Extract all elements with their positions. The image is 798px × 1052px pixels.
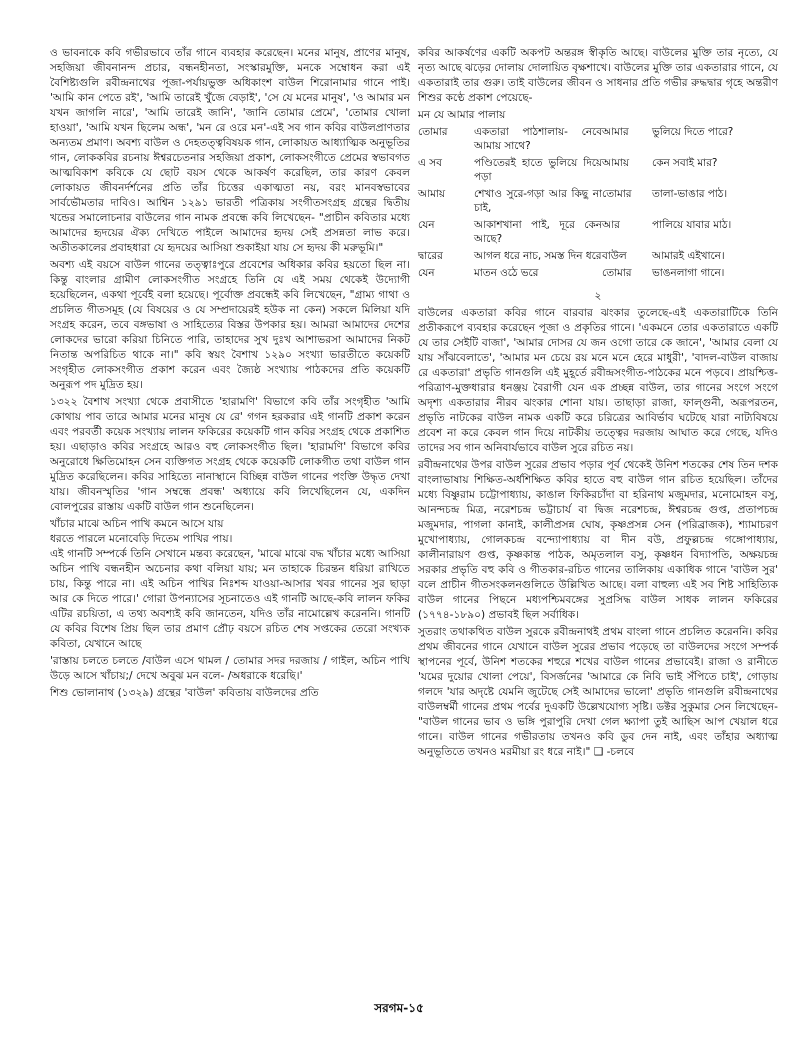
paragraph: ও ভাবনাকে কবি গভীরভাবে তাঁর গানে ব্যবহার করেছেন। মনের মানুষ, প্রাণের মানুষ, সহজিয়া জীবনানন্দ প্রচার, বন্ধনহীনতা, সংস্কারমুক্তি, মনকে সম্বোধন করা এই বৈশিষ্ট্যগুলি রবীন্দ্রনাথের পূজা-পর্যায়ভুক্ত অধিকাংশ বাউল শিরোনামার গানে পাই। 'আমি কান পেতে রই', 'আমি তারেই খুঁজে বেড়াই', 'সে যে মনের মানুষ', 'ও আমার মন যখন জাগলি নারে', 'আমি তারেই জানি', 'জানি তোমার প্রেমে', 'তোমার খোলা হাওয়া', 'আমি যখন ছিলেম অন্ধ', 'মন রে ওরে মন'-এই সব গান কবির বাউলপ্রাণতার অন্যতম প্রমাণ। অবশ্য বাউল ও দেহতত্ত্ববিষয়ক গান, লোকায়ত আধ্যাত্মিক অনুভূতির গান, লোককবির রচনায় ঈশ্বরচেতনার সহজিয়া প্রকাশ, লোকসংগীতে প্রেমের স্বভাবগত আত্মবিকাশ কবিকে যে ছোট বয়স থেকে আকর্ষণ করেছিল, তার কারণ কেবল লোকায়ত জীবনর্দর্শনের প্রতি তাঁর চিত্তের একাত্মতা নয়, বরং মানবস্বভাবের সার্বভৌমতার দাবিও। আশ্বিন ১২৯১ ভারতী পত্রিকায় সংগীতসংগ্রহ গ্রন্থের দ্বিতীয় খন্ডের সমালোচনার বাউলের গান নামক প্রবন্ধে কবি লিখেছেন- "প্রাচীন কবিতার মধ্যে আমাদের হৃদয়ের ঐক্য দেখিতে পাইলে আমাদের হৃদয় সেই প্রসন্নতা লাভ করে। অতীতকালের প্রবাহধারা যে হৃদয়ের আসিয়া শুকাইয়া যায় সে হৃদয় কী মরুভূমি।" xyxy=(50,47,410,254)
song-heading: মন যে আমার পালায় xyxy=(418,109,506,121)
verse-line: খাঁচার মাঝে অচিন পাখি কমনে আসে যায় xyxy=(50,518,224,530)
paragraph: শিশু ভোলানাথ (১৩২৯) গ্রন্থের 'বাউল' কবিতায় বাউলদের প্রতি xyxy=(50,687,319,699)
song-cell: তোমার xyxy=(418,126,448,138)
song-cell: আমায় xyxy=(418,188,446,200)
song-cell: পণ্ডিতেরই হাতে ভুলিয়ে দিয়ে পড়া xyxy=(474,157,602,183)
song-cell: আমায় xyxy=(602,157,630,169)
song-cell: ভাঙনলাগা গানে। xyxy=(652,267,725,279)
song-cell: তোমার xyxy=(602,267,632,279)
song-cell: দ্বারের xyxy=(418,250,443,262)
song-cell: যেন xyxy=(418,219,435,231)
song-row xyxy=(418,218,778,249)
paragraph: এই গানটি সম্পর্কে তিনি সেখানে মন্তব্য করেছেন, 'মাঝে মাঝে বদ্ধ খাঁচার মধ্যে আসিয়া অচিন পাখি বন্ধনহীন অচেনার কথা বলিয়া যায়; মন তাহাকে চিরন্তন ধরিয়া রাখিতে চায়, কিন্তু পারে না। এই অচিন পাখির নিঃশব্দ যাওয়া-আসার খবর গানের সুর ছাড়া আর কে দিতে পারে।' গোরা উপন্যাসের সূচনাতেও এই গানটি আছে-কবি লালন ফকির এটির রচয়িতা, এ তথ্য অবশ্যই কবি জানতেন, যদিও তাঁর নামোল্লেখ করেননি। গানটি যে কবির বিশেষ প্রিয় ছিল তার প্রমাণ প্রৌঢ় বয়সে রচিত শেষ সপ্তকের তেরো সংখ্যক কবিতা, যেখানে আছে xyxy=(50,548,410,650)
song-cell: যেন xyxy=(418,267,435,279)
paragraph: কবির আকর্ষণের একটি অকপট অন্তরঙ্গ স্বীকৃতি আছে। বাউলের মুক্তি তার নৃত্যে, যে নৃত্য আছে ঝড়ের দোলায় দোলায়িত বৃক্ষশাখে। বাউলের মুক্তি তার একতারার গানে, যে একতারাই তার গুরু। তাই বাউলের জীবন ও সাধনার প্রতি গভীর রুদ্ধদ্বার গৃহে অন্তরীণ শিশুর কণ্ঠে প্রকাশ পেয়েছে- xyxy=(418,47,779,104)
song-cell: আগল ধরে নাচ, সমস্ত দিন ধরে xyxy=(474,250,602,262)
song-cell: তোমার xyxy=(602,188,632,200)
quoted-poem: 'রাস্তায় চলতে চলতে /বাউল এসে থামল / তোমার সদর দরজায় / গাইল, অচিন পাখি উড়ে আসে খাঁচায়;/ দেখে অবুঝ মন বলে- /অধরাকে ধরেছি।' xyxy=(50,655,410,682)
song-cell: একতারা পাঠশালায়- নেবে আমায় সাথে? xyxy=(474,126,602,152)
song-cell: আকাশখানা পাই, দূরে কেন আছে? xyxy=(474,219,602,245)
paragraph: অবশ্য এই বয়সে বাউল গানের তত্ত্বাঃপুরে প্রবেশের অধিকার কবির হয়তো ছিল না। কিন্তু বাংলার গ্রামীণ লোকসংগীত সংগ্রহে তিনি যে এই সময় থেকেই উদ্যোগী হয়েছিলেন, একথা পূর্বেই বলা হয়েছে। পূর্বোক্ত প্রবন্ধেই কবি লিখেছেন, "গ্রাম্য গাথা ও প্রচলিত গীতসমূহ (যে বিষয়ের ও যে সম্প্রদায়েরই হউক না কেন) সকলে মিলিয়া যদি সংগ্রহ করেন, তবে বঙ্গভাষা ও সাহিত্যের বিস্তর উপকার হয়। আমরা আমাদের দেশের লোকদের ভারো করিয়া চিনিতে পারি, তাহাদের সুখ দুঃখ আশাভরসা আমাদের নিকট নিতান্ত অপরিচিত থাকে না।" কবি স্বয়ং বৈশাখ ১২৯০ সংখ্যা ভারতীতে কয়েকটি সংগৃহীত লোকসংগীত প্রকাশ করেন এবং জ্যৈষ্ঠ সংখ্যায় পাঠকদের প্রতি কয়েকটি অনুরূপ পদ মুদ্রিত হয়। xyxy=(50,259,410,391)
verse-line: ধরতে পারলে মনোবেড়ি দিতেম পাখির পায়। xyxy=(50,533,233,545)
song-cell: মাতন ওঠে ভরে xyxy=(474,267,539,279)
song-cell: আমার xyxy=(602,126,629,138)
song-cell: তালা-ভাঙার পাঠ। xyxy=(652,188,728,200)
paragraph: ১৩২২ বৈশাখ সংখ্যা থেকে প্রবাসীতে 'হারামণি' বিভাগে কবি তাঁর সংগৃহীত 'আমি কোথায় পাব তারে আমার মনের মানুষ যে রে' গগন হরকরার এই গানটি প্রকাশ করেন এবং পরবর্তী কয়েক সংখ্যায় লালন ফকিরের কয়েকটি গান কবির সংগ্রহ থেকে প্রকাশিত হয়। এছাড়াও কবির সংগ্রহে আরও বহু লোকসংগীত ছিল। 'হারামণি' বিভাগে কবির অনুরোধে ক্ষিতিমোহন সেন ব্যক্তিগত সংগ্রহ থেকে কয়েকটি লোকগীত তথা বাউল গান মুদ্রিত করেছিলেন। কবির সাহিত্যে নানাস্থানে বিচ্ছিন্ন বাউল গানের পংক্তি উদ্ধৃত দেখা যায়। জীবনস্মৃতির 'গান সম্বন্ধে প্রবন্ধ' অধ্যায়ে কবি লিখেছিলেন যে, একদিন বোলপুরের রাস্তায় একটি বাউল গান শুনেছিলেন। xyxy=(50,396,410,513)
song-row xyxy=(418,187,778,218)
song-cell: আর xyxy=(602,219,620,231)
song-cell: ভুলিয়ে দিতে পারে? xyxy=(652,126,734,138)
left-column xyxy=(50,46,410,703)
song-cell: কেন সবাই মার? xyxy=(652,157,718,169)
song-cell: শেখাও সুরে-গড়া আর কিছু না চাই, xyxy=(474,188,602,214)
paragraph: বাউলের একতারা কবির গানে বারবার ঝংকার তুলেছে-এই একতারাটিকে তিনি প্রতীকরূপে ব্যবহার করেছেন পূজা ও প্রকৃতির গানে। 'একমনে তোর একতারাতে একটি যে তার সেইটি বাজা', 'আমার দোসর যে জন ওগো তারে কে জানে', 'আমার বেলা যে যায় সাঁঝবেলাতে', 'আমার মন চেয়ে রয় মনে মনে হেরে মাধুরী', 'বাদল-বাউল বাজায় রে একতারা' প্রভৃতি গানগুলি এই মুহূর্তে রবীন্দ্রসংগীত-পাঠকের মনে পড়বে। প্রায়শ্চিত্ত-পরিত্রাণ-মুক্তধারার ধনঞ্জয় বৈরাগী যেন এক প্রচ্ছন্ন বাউল, তার গানের সংগে সংগে অদৃশ্য একতারার নীরব ঝংকার শোনা যায়। তাছাড়া রাজা, ফাল্গুনী, অরূপরতন, প্রভৃতি নাটকের বাউল নামক একটি করে চরিত্রের আবির্ভাব ঘটেছে যারা নাট্যবিষয়ে প্রবেশ না করে কেবল গান দিয়ে নাটকীয় তত্ত্বের দরজায় আঘাত করে গেছে, যদিও তাদের সব গান অনিবার্যভাবে বাউল সুরে রচিত নয়। xyxy=(418,307,778,454)
song-cell: এ সব xyxy=(418,157,442,169)
paragraph: সুতরাং তথাকথিত বাউল সুরকে রবীন্দ্রনাথই প্রথম বাংলা গানে প্রচলিত করেননি। কবির প্রথম জীবনের গানে যেখানে বাউল সুরের প্রভাব পড়েছে তা বাউলদের সংগে সম্পর্ক স্থাপনের পূর্বে, উনিশ শতকের শহুরে শখের বাউল গানের প্রভাবেই। রাজা ও রানীতে 'যমের দুয়োর খোলা পেয়ে', বিসর্জনের 'আমারে কে নিবি ভাই সঁপিতে চাই', গোড়ায় গলদে 'যার অদৃষ্টে যেমনি জুটেছে সেই আমাদের ভালো' প্রভৃতি গানগুলি রবীন্দ্রনাথের বাউলম্বর্মী গানের প্রথম পর্বের দুএকটি উল্লেখযোগ্য সৃষ্টি। ডক্টর সুকুমার সেন লিখেছেন- "বাউল গানের ভাব ও ভঙ্গি পুরাপুরি দেখা গেল ক্ষ্যাপা তুই আছিস আপ খেয়াল ধরে গানে। বাউল গানের গভীরতায় তখনও কবি ডুব দেন নাই, এবং তাঁহার অধ্যাত্ম অনুভূতিতে তখনও মরমীয়া রং ধরে নাই।" ❑ -চলবে xyxy=(418,626,778,758)
paragraph: রবীন্দ্রনাথের উপর বাউল সুরের প্রভাব পড়ার পূর্ব থেকেই উনিশ শতকের শেষ তিন দশক বাংলাভাষায় শিক্ষিত-অর্ধশিক্ষিত কবির হাতে বহু বাউল গান রচিত হয়েছিল। তাঁদের মধ্যে বিষ্ণুরাম চট্টোপাধ্যায়, কাঙাল ফিকিরচাঁদা বা হরিনাথ মজুমদার, মনোমোহন বসু, আনন্দচন্দ্র মিত্র, নরেশচন্দ্র ভট্টাচার্য বা দ্বিজ নরেশচন্দ্র, ঈশ্বরচন্দ্র গুপ্ত, প্রতাপচন্দ্র মজুমদার, পাগলা কানাই, কালীপ্রসন্ন ঘোষ, কৃষ্ণপ্রসন্ন সেন (পরিব্রাজক), শ্যামাচরণ মুখোপাধ্যায়, গোলকচন্দ্র বন্দ্যোপাধ্যায় বা দীন বউ, প্রফুল্লচন্দ্র গঙ্গোপাধ্যায়, কালীনারায়ণ গুপ্ত, কৃষ্ণকান্ত পাঠক, অমৃতলাল বসু, কৃষ্ণধন বিদ্যাপতি, অক্ষয়চন্দ্র সরকার প্রভৃতি বহু কবি ও গীতকার-রচিত গানের তালিকায় একাধিক গানে 'বাউল সুর' বলে প্রাচীন গীতসংকলনগুলিতে উল্লিখিত আছে। বলা বাহুল্য এই সব শিষ্ট সাহিত্যিক বাউল গানের পিছনে মধ্যপশ্চিমবঙ্গের সুপ্রসিদ্ধ বাউল সাধক লালন ফকিরের (১৭৭৪-১৮৯০) প্রভাবই ছিল সর্বাধিক। xyxy=(418,459,778,621)
page-footer: সরগম-১৫ xyxy=(374,1001,424,1015)
song-cell: পালিয়ে যাবার মাঠ। xyxy=(652,219,732,231)
song-table xyxy=(418,125,778,283)
right-column xyxy=(418,46,778,762)
song-row xyxy=(418,266,778,283)
song-number: ২ xyxy=(594,290,602,302)
song-row xyxy=(418,125,778,156)
song-cell: বাউল xyxy=(602,250,627,262)
song-row xyxy=(418,156,778,187)
song-cell: আমারই এইখানে। xyxy=(652,250,725,262)
song-row xyxy=(418,249,778,266)
